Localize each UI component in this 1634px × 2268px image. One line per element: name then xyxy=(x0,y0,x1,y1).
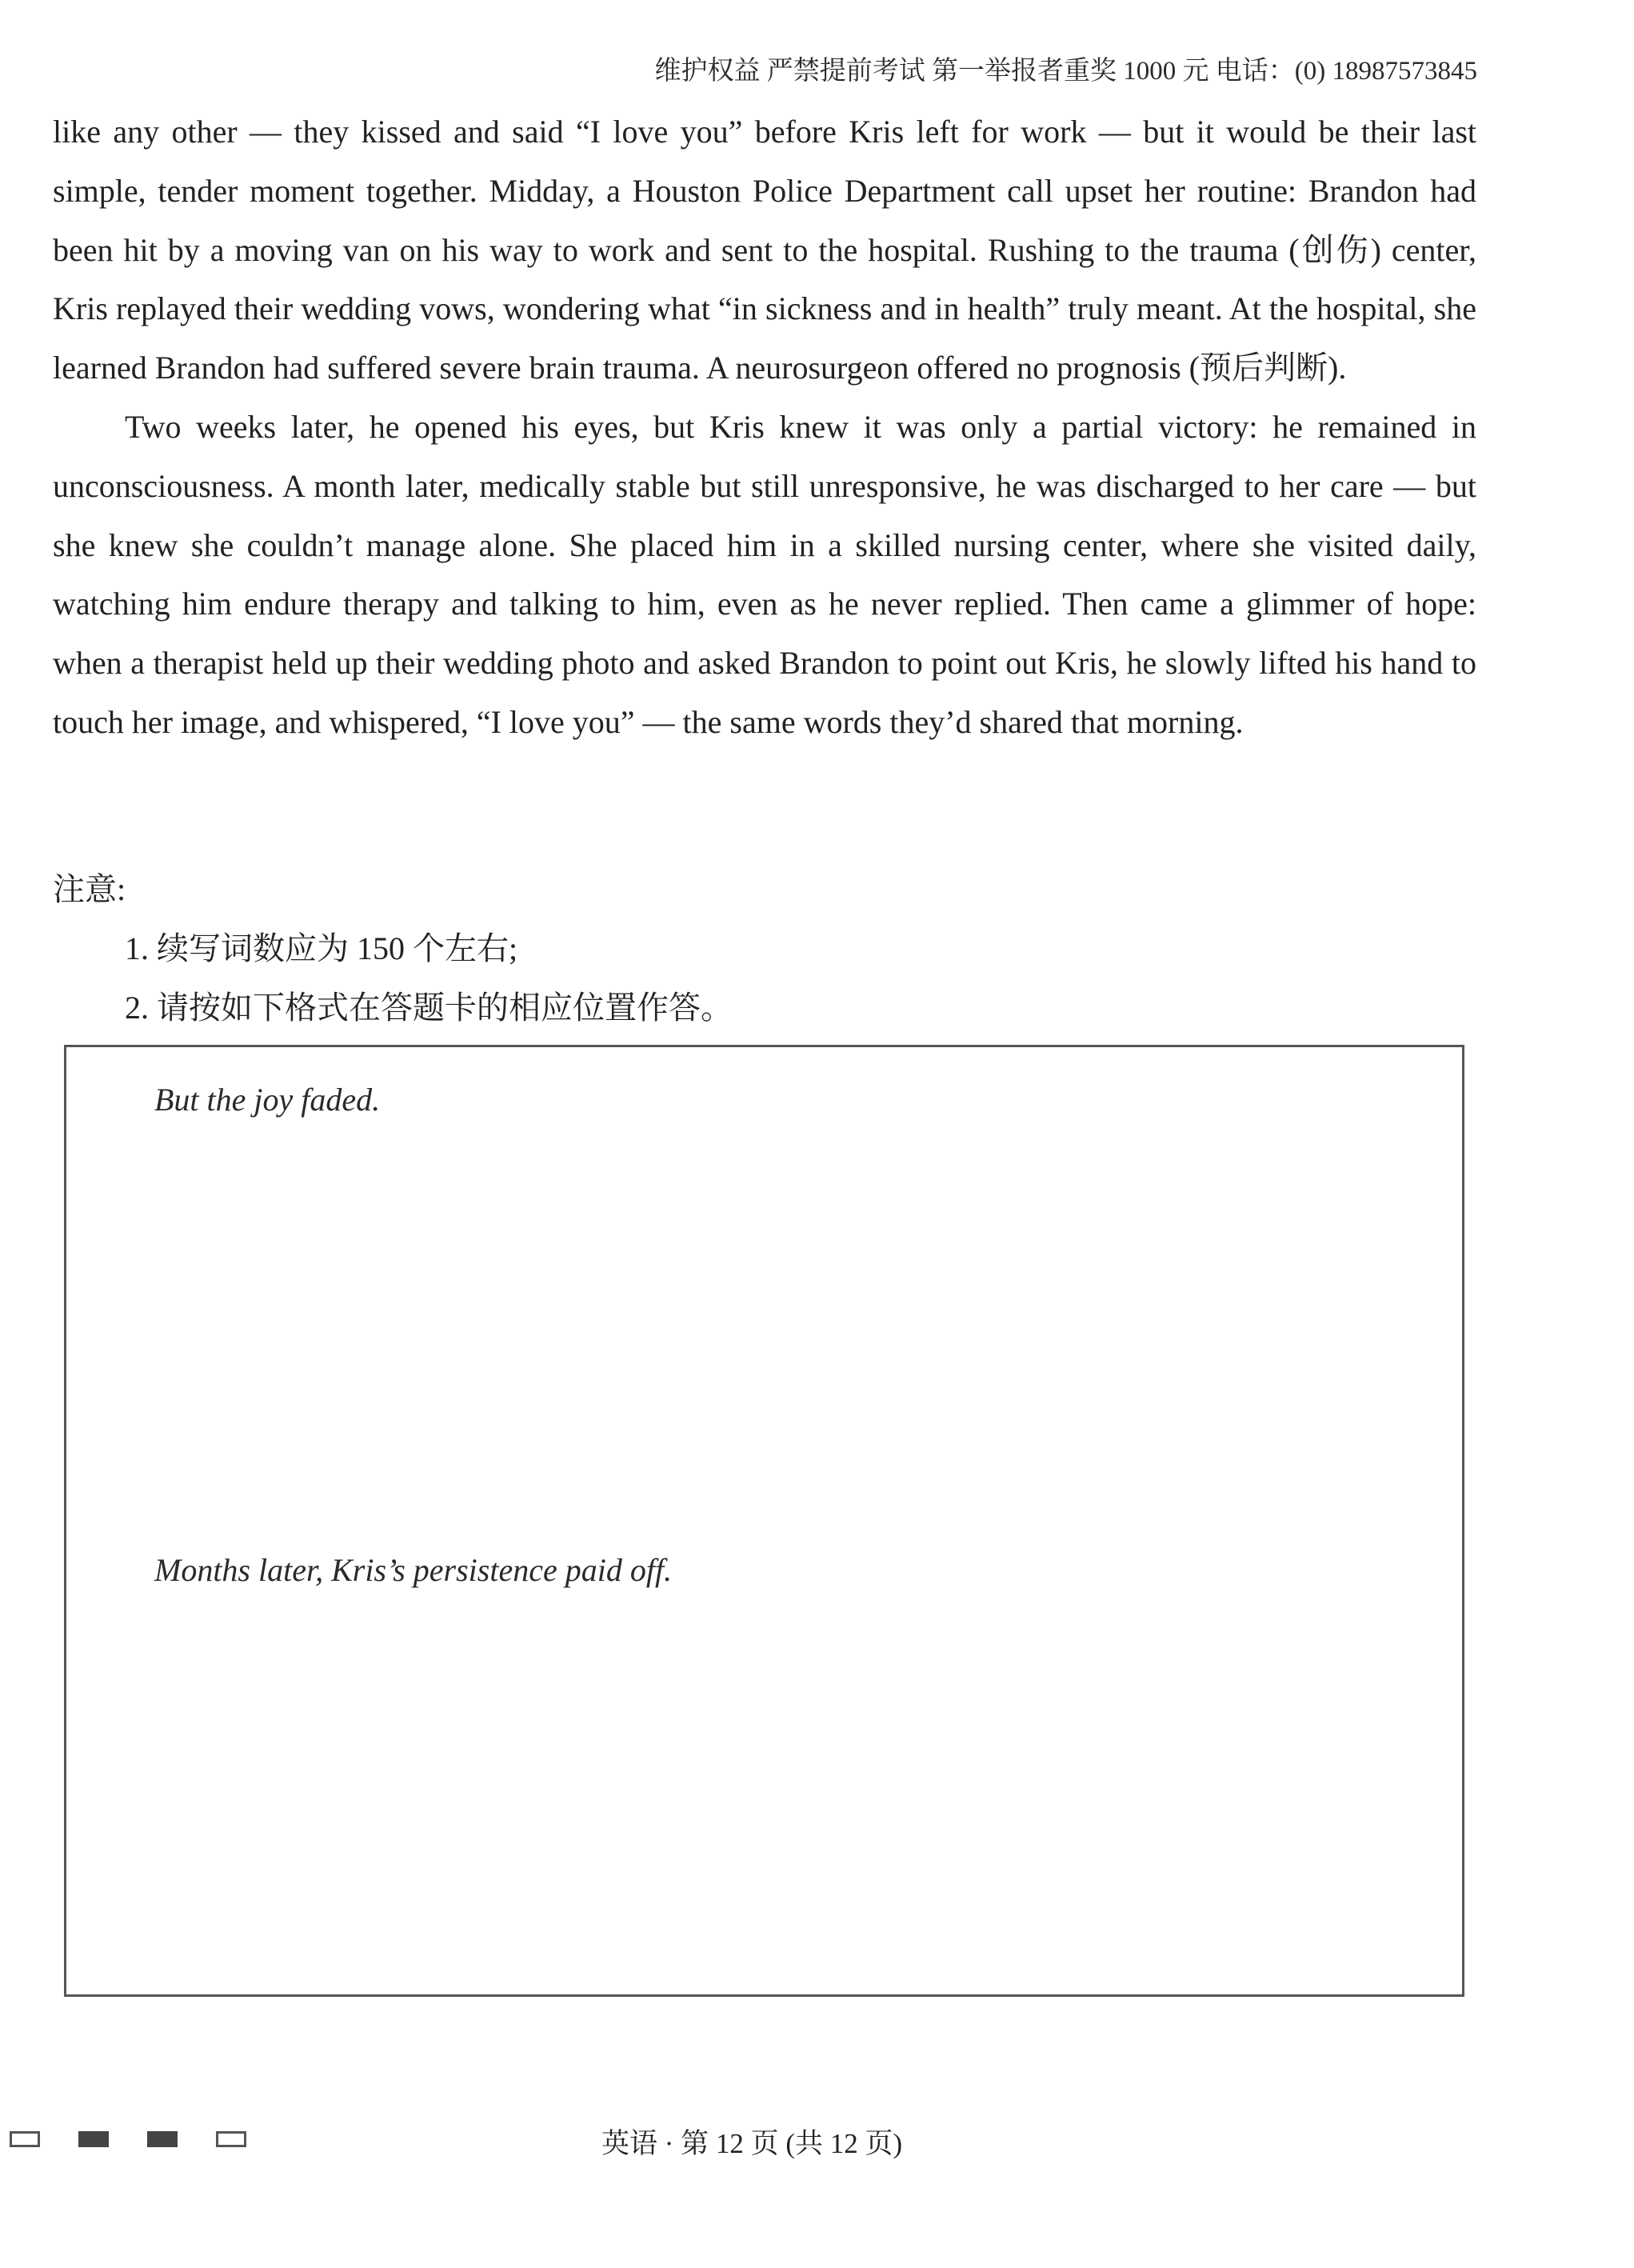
instruction-item: 2. 请按如下格式在答题卡的相应位置作答。 xyxy=(125,989,733,1026)
registration-mark-icon xyxy=(10,2131,40,2147)
exam-security-notice: 维护权益 严禁提前考试 第一举报者重奖 1000 元 电话：(0) 18987573845 xyxy=(654,57,1477,86)
page-footer xyxy=(0,2122,1634,2162)
answer-box[interactable] xyxy=(64,1045,1464,1997)
continuation-prompt-2: Months later, Kris’s persistence paid off. xyxy=(154,1552,673,1588)
reading-passage xyxy=(53,102,1476,752)
instructions xyxy=(53,860,733,1037)
registration-mark-icon xyxy=(147,2131,178,2147)
instruction-item: 1. 续写词数应为 150 个左右; xyxy=(125,930,518,966)
instructions-heading: 注意: xyxy=(53,871,126,907)
continuation-prompt-1: But the joy faded. xyxy=(154,1082,381,1118)
passage-paragraph: like any other — they kissed and said “I love you” before Kris left for work — but it would be their last simple, tender moment together. Midday, a Houston Police Department call upset her routine: Brandon had been hit by a moving van on his way to work and sent to the hospital. Rushing to the trauma (创伤) center, Kris replayed their wedding vows, wondering what “in sickness and in health” truly meant. At the hospital, she learned Brandon had suffered severe brain trauma. A neurosurgeon offered no prognosis (预后判断). xyxy=(53,114,1476,386)
registration-mark-icon xyxy=(78,2131,109,2147)
page-number: 英语 · 第 12 页 (共 12 页) xyxy=(601,2128,903,2159)
passage-paragraph: Two weeks later, he opened his eyes, but Kris knew it was only a partial victory: he remained in unconsciousness. A month later, medically stable but still unresponsive, he was discharged to her care — but she knew she couldn’t manage alone. She placed him in a skilled nursing center, where she visited daily, watching him endure therapy and talking to him, even as he never replied. Then came a glimmer of hope: when a therapist held up their wedding photo and asked Brandon to point out Kris, he slowly lifted his hand to touch her image, and whispered, “I love you” — the same words they’d shared that morning. xyxy=(53,408,1476,740)
registration-mark-icon xyxy=(216,2131,246,2147)
